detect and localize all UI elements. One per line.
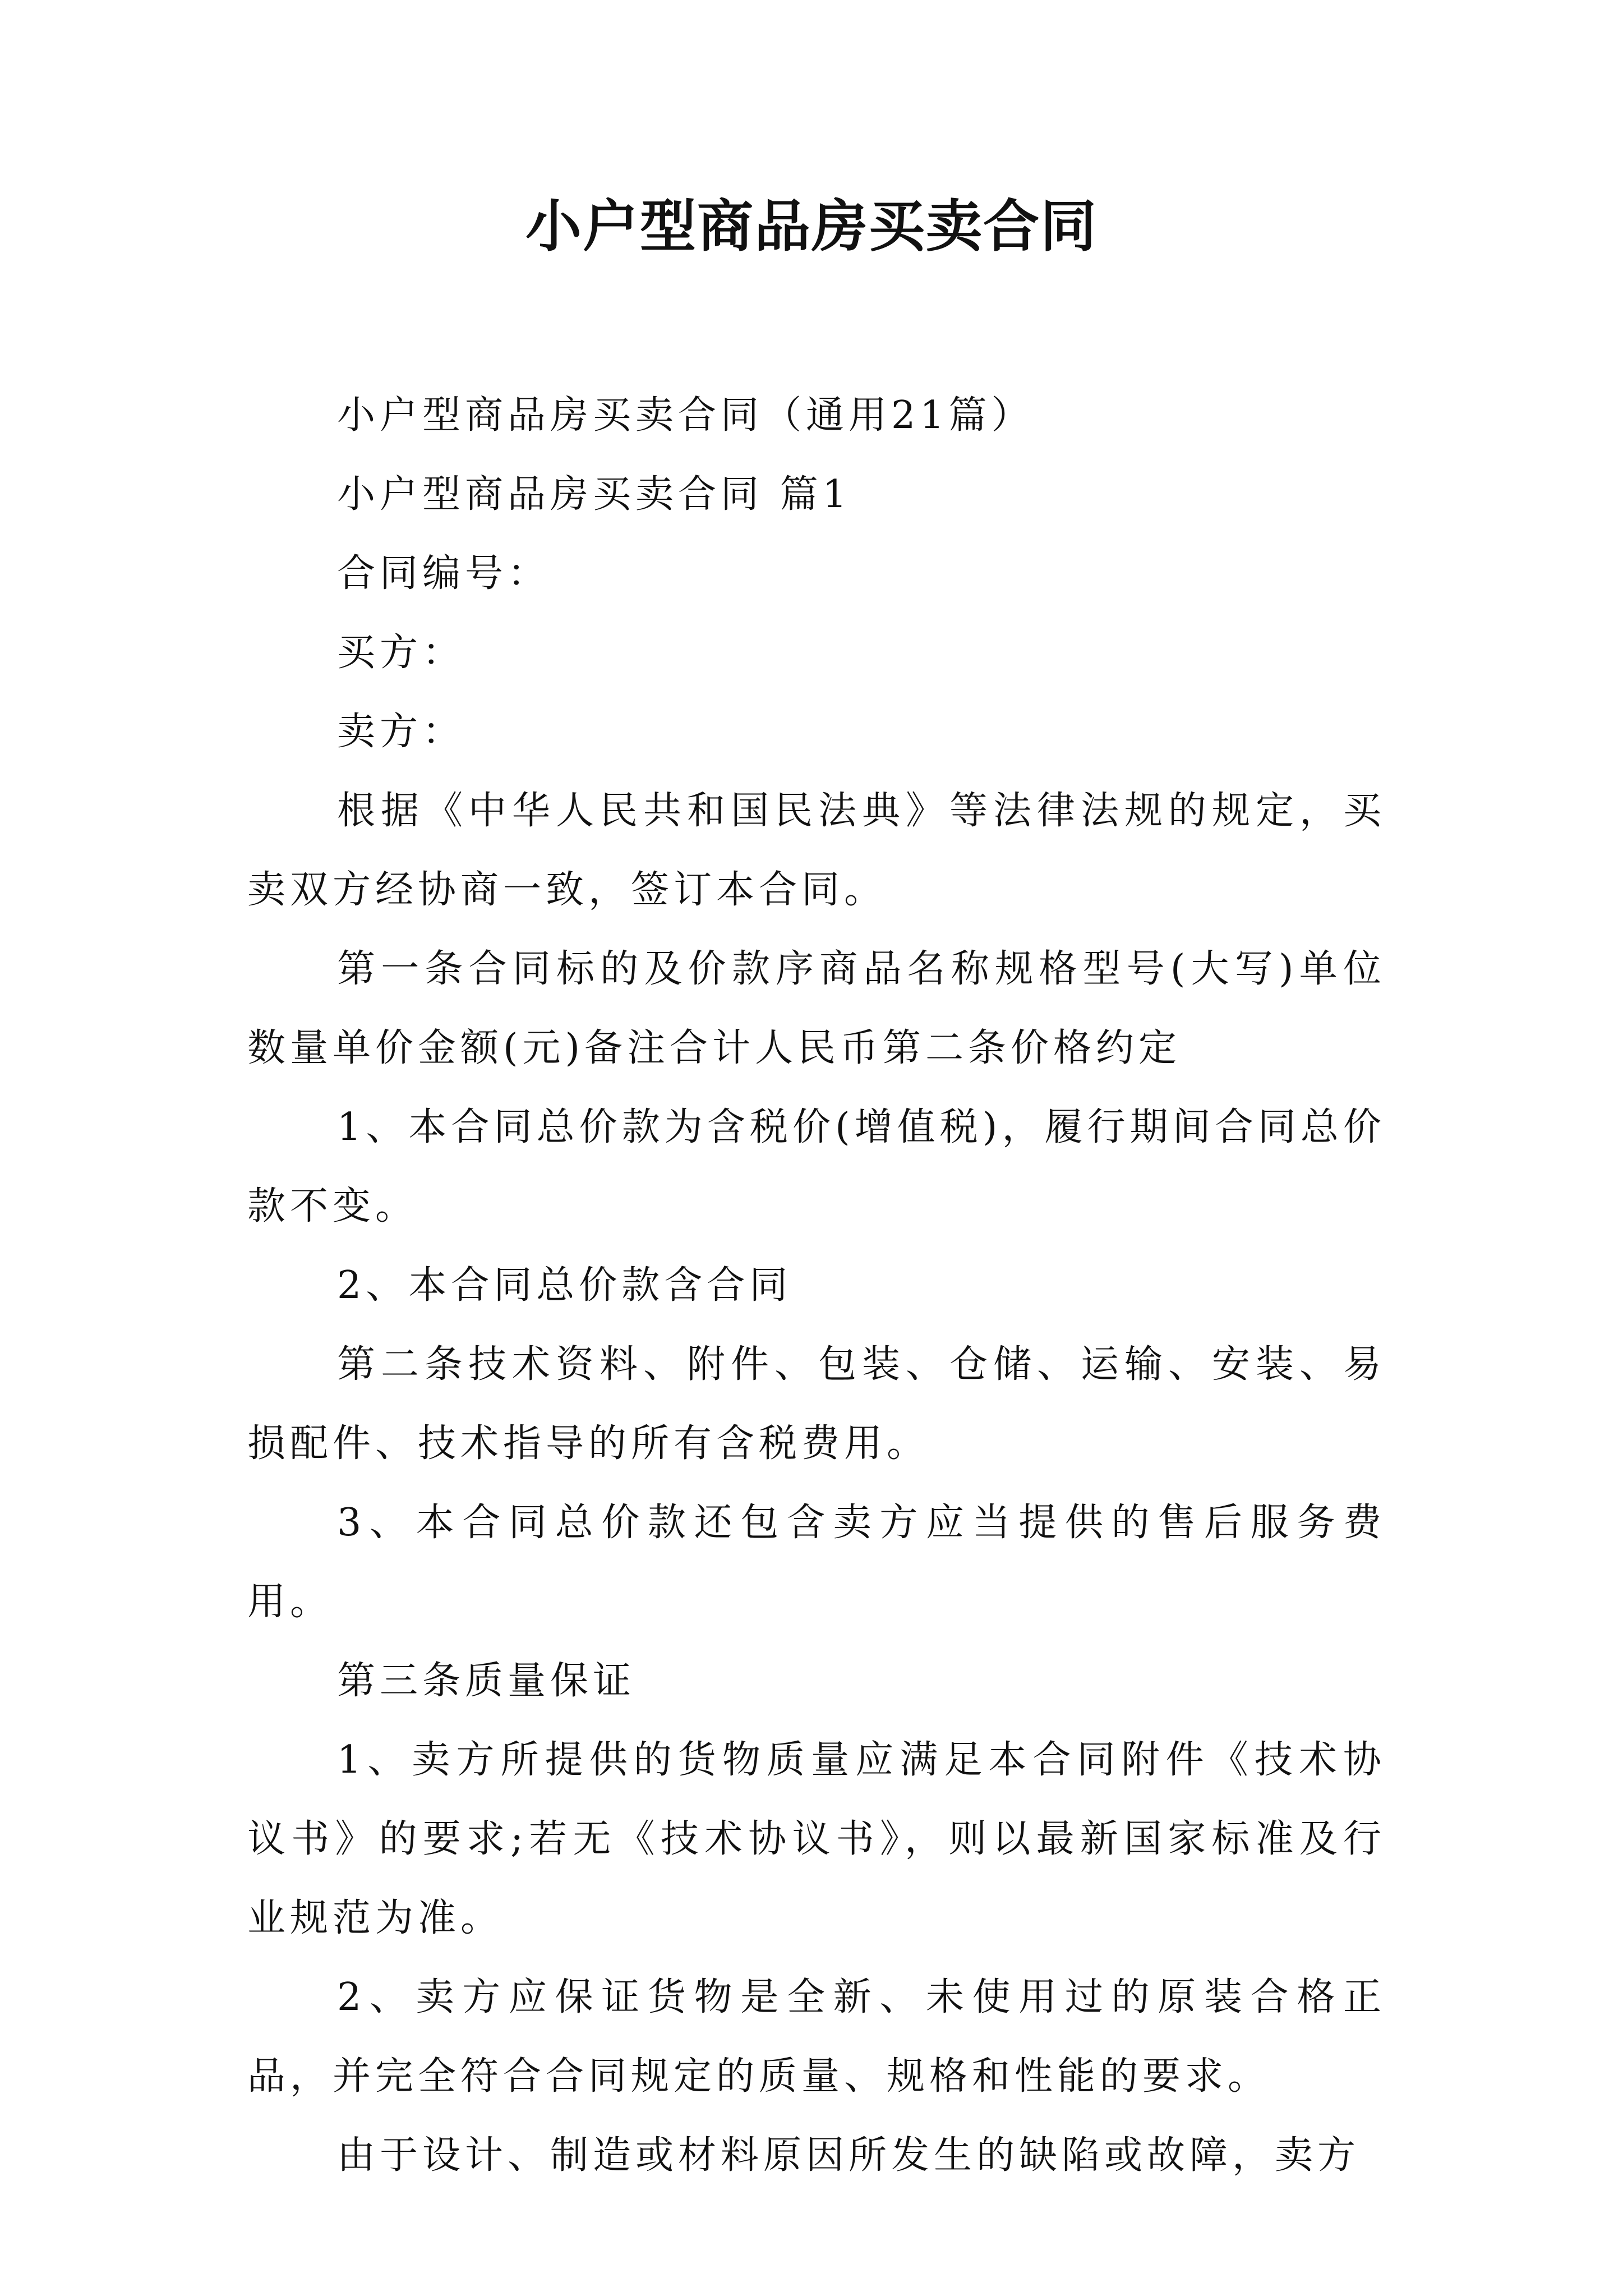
paragraph-article-3-heading: 第三条质量保证 bbox=[337, 1659, 636, 1703]
document-title: 小户型商品房买卖合同 bbox=[525, 193, 1098, 259]
paragraph-price-clause-1: 1、本合同总价款为含税价(增值税)，履行期间合同总价款不变。 bbox=[247, 1105, 1386, 1228]
paragraph-seller: 卖方： bbox=[337, 710, 465, 754]
paragraph-section-heading: 小户型商品房买卖合同 篇1 bbox=[337, 472, 851, 517]
paragraph-collection-title: 小户型商品房买卖合同（通用21篇） bbox=[337, 393, 1034, 438]
paragraph-price-clause-3: 3、本合同总价款还包含卖方应当提供的售后服务费用。 bbox=[247, 1501, 1386, 1624]
document-body bbox=[247, 376, 1386, 2195]
paragraph-defects: 由于设计、制造或材料原因所发生的缺陷或故障，卖方 bbox=[337, 2133, 1361, 2178]
paragraph-buyer: 买方： bbox=[337, 631, 465, 675]
paragraph-preamble: 根据《中华人民共和国民法典》等法律法规的规定，买卖双方经协商一致，签订本合同。 bbox=[247, 789, 1386, 912]
paragraph-quality-clause-2: 2、卖方应保证货物是全新、未使用过的原装合格正品，并完全符合合同规定的质量、规格和性能的要求。 bbox=[247, 1975, 1386, 2099]
paragraph-price-clause-2: 2、本合同总价款含合同 bbox=[337, 1263, 792, 1308]
paragraph-quality-clause-1: 1、卖方所提供的货物质量应满足本合同附件《技术协议书》的要求;若无《技术协议书》，则以最新国家标准及行业规范为准。 bbox=[247, 1738, 1386, 1940]
paragraph-article-2: 第二条技术资料、附件、包装、仓储、运输、安装、易损配件、技术指导的所有含税费用。 bbox=[247, 1342, 1386, 1466]
paragraph-article-1: 第一条合同标的及价款序商品名称规格型号(大写)单位数量单价金额(元)备注合计人民币第二条价格约定 bbox=[247, 947, 1386, 1070]
paragraph-contract-number: 合同编号： bbox=[337, 551, 551, 596]
